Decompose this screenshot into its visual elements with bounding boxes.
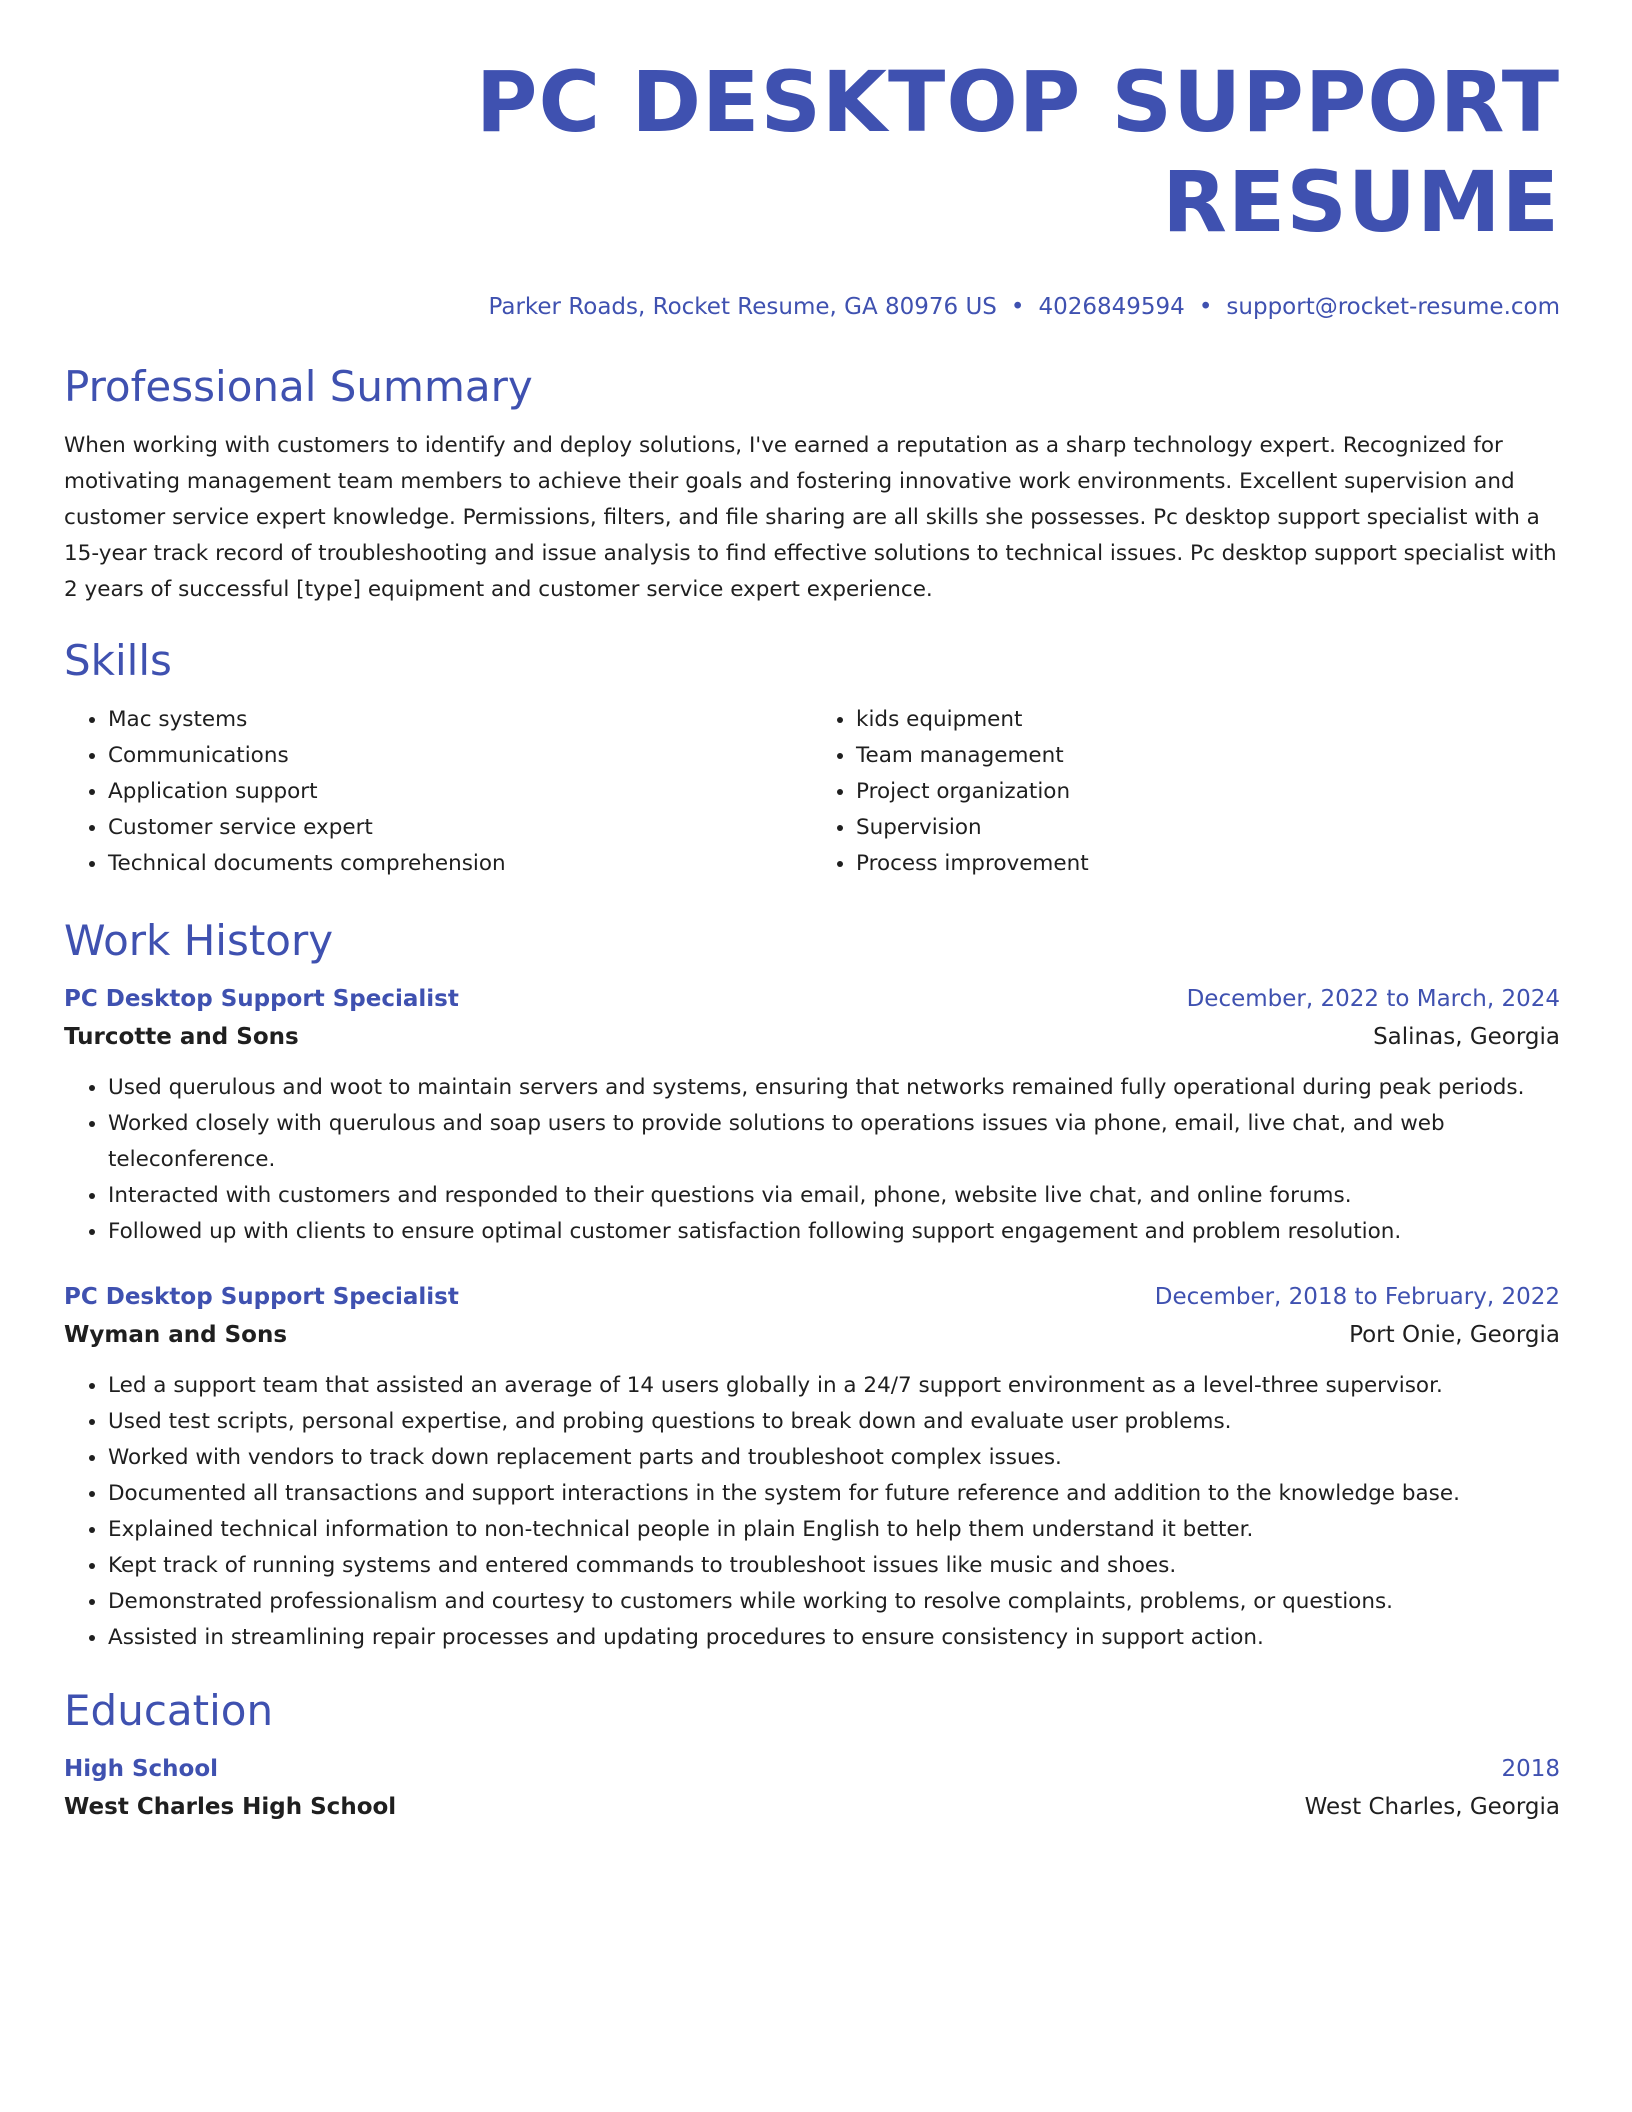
job-company: Turcotte and Sons — [64, 1024, 299, 1050]
job-bullets — [64, 1070, 1560, 1250]
education-heading: Education — [64, 1686, 274, 1735]
resume-title: PC DESKTOP SUPPORT RESUME — [475, 53, 1560, 251]
job-company-row — [64, 1018, 1560, 1056]
job-bullet: • Kept track of running systems and entered commands to troubleshoot issues like music and shoes. — [108, 1548, 1560, 1584]
job-bullet: • Used test scripts, personal expertise, and probing questions to break down and evaluate user problems. — [108, 1404, 1560, 1440]
job-bullet: • Interacted with customers and responded to their questions via email, phone, website live chat, and online forums. — [108, 1178, 1560, 1214]
education-year: 2018 — [1501, 1756, 1560, 1782]
education-header-row — [64, 1750, 1560, 1788]
summary-heading: Professional Summary — [64, 362, 533, 411]
job-location: Port Onie, Georgia — [1349, 1322, 1560, 1348]
skill-item: • Project organization — [856, 774, 1560, 810]
skills-list-left — [64, 702, 812, 882]
job-title: PC Desktop Support Specialist — [64, 986, 459, 1012]
skill-item: • kids equipment — [856, 702, 1560, 738]
job-dates: December, 2022 to March, 2024 — [1186, 986, 1560, 1012]
skill-item: • Application support — [108, 774, 812, 810]
job-header-row — [64, 1278, 1560, 1316]
job-location: Salinas, Georgia — [1373, 1024, 1560, 1050]
job-bullet: • Assisted in streamlining repair processes and updating procedures to ensure consistency in support action. — [108, 1620, 1560, 1656]
skill-item: • Mac systems — [108, 702, 812, 738]
summary-section — [64, 362, 1560, 608]
job-entry — [64, 980, 1560, 1250]
job-bullet: • Worked with vendors to track down replacement parts and troubleshoot complex issues. — [108, 1440, 1560, 1476]
education-school-row — [64, 1788, 1560, 1826]
job-bullet: • Used querulous and woot to maintain servers and systems, ensuring that networks remained fully operational during peak periods. — [108, 1070, 1560, 1106]
skill-item: • Customer service expert — [108, 810, 812, 846]
work-history-heading: Work History — [64, 916, 334, 965]
education-section — [64, 1686, 1560, 1826]
job-header-row — [64, 980, 1560, 1018]
job-bullet: • Led a support team that assisted an average of 14 users globally in a 24/7 support environment as a level-three supervisor. — [108, 1368, 1560, 1404]
education-entry — [64, 1750, 1560, 1826]
skill-item: • Technical documents comprehension — [108, 846, 812, 882]
job-bullets — [64, 1368, 1560, 1656]
skills-section — [64, 636, 1560, 882]
job-company: Wyman and Sons — [64, 1322, 288, 1348]
contact-address: Parker Roads, Rocket Resume, GA 80976 US — [488, 294, 997, 320]
skill-item: • Communications — [108, 738, 812, 774]
skills-heading: Skills — [64, 636, 172, 685]
education-location: West Charles, Georgia — [1304, 1794, 1560, 1820]
skill-item: • Process improvement — [856, 846, 1560, 882]
job-title: PC Desktop Support Specialist — [64, 1284, 459, 1310]
work-history-section — [64, 916, 1560, 1656]
contact-separator: • — [1198, 294, 1213, 320]
skill-item: • Supervision — [856, 810, 1560, 846]
job-dates: December, 2018 to February, 2022 — [1154, 1284, 1560, 1310]
education-school: West Charles High School — [64, 1794, 397, 1820]
summary-text: When working with customers to identify and deploy solutions, I've earned a reputation as a sharp technology expert. Recognized for motivating management team members to achieve their goals and fostering innovative work environments. Excellent supervision and customer service expert knowledge. Permissions, filters, and file sharing are all skills she possesses. Pc desktop support specialist with a 15-year track record of troubleshooting and issue analysis to find effective solutions to technical issues. Pc desktop support specialist with 2 years of successful [type] equipment and customer service expert experience. — [64, 433, 1557, 602]
skills-list-right — [812, 702, 1560, 882]
skill-item: • Team management — [856, 738, 1560, 774]
job-company-row — [64, 1316, 1560, 1354]
job-entry — [64, 1278, 1560, 1656]
job-bullet: • Documented all transactions and support interactions in the system for future reference and addition to the knowledge base. — [108, 1476, 1560, 1512]
job-bullet: • Worked closely with querulous and soap users to provide solutions to operations issues via phone, email, live chat, and web teleconference. — [108, 1106, 1560, 1178]
resume-page — [64, 52, 1560, 1826]
contact-phone: 4026849594 — [1038, 294, 1185, 320]
job-bullet: • Demonstrated professionalism and courtesy to customers while working to resolve complaints, problems, or questions. — [108, 1584, 1560, 1620]
contact-separator: • — [1010, 294, 1025, 320]
education-degree: High School — [64, 1756, 219, 1782]
skills-columns — [64, 702, 1560, 882]
contact-line — [64, 292, 1560, 322]
job-bullet: • Followed up with clients to ensure optimal customer satisfaction following support engagement and problem resolution. — [108, 1214, 1560, 1250]
contact-email: support@rocket-resume.com — [1226, 294, 1560, 320]
job-bullet: • Explained technical information to non-technical people in plain English to help them understand it better. — [108, 1512, 1560, 1548]
